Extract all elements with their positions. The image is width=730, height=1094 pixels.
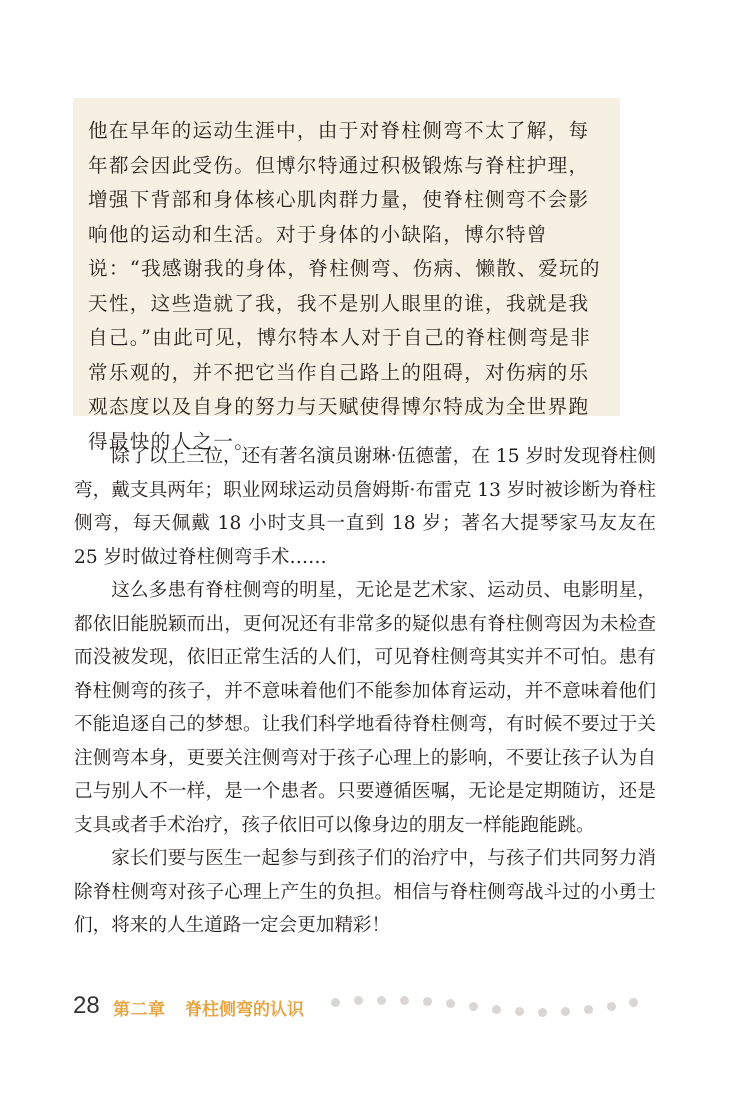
- dot: [423, 997, 432, 1006]
- dot: [629, 998, 638, 1007]
- main-text: [74, 440, 656, 943]
- page-footer: [73, 992, 673, 1032]
- dot: [584, 1005, 593, 1014]
- dot: [492, 1005, 501, 1014]
- dot: [515, 1007, 524, 1016]
- paragraph-1: 除了以上三位，还有著名演员谢琳·伍德蕾，在 15 岁时发现脊柱侧弯，戴支具两年；职业网球运动员詹姆斯·布雷克 13 岁时被诊断为脊柱侧弯，每天佩戴 18 小时支具一直到 18 岁；著名大提琴家马友友在 25 岁时做过脊柱侧弯手术……: [74, 446, 656, 568]
- dot: [469, 1002, 478, 1011]
- dot: [538, 1008, 547, 1017]
- dot: [607, 1002, 616, 1011]
- dot: [561, 1007, 570, 1016]
- dot: [331, 998, 340, 1007]
- dot: [400, 996, 409, 1005]
- paragraph-3: 家长们要与医生一起参与到孩子们的治疗中，与孩子们共同努力消除脊柱侧弯对孩子心理上产生的负担。相信与脊柱侧弯战斗过的小勇士们，将来的人生道路一定会更加精彩！: [74, 848, 656, 936]
- quote-box: [88, 114, 608, 459]
- chapter-title: 脊柱侧弯的认识: [185, 1000, 304, 1020]
- chapter-label: 第二章: [113, 1000, 166, 1020]
- decorative-dots: [73, 992, 673, 1032]
- dot: [354, 996, 363, 1005]
- dot: [446, 999, 455, 1008]
- paragraph-2: 这么多患有脊柱侧弯的明星，无论是艺术家、运动员、电影明星，都依旧能脱颖而出，更何况还有非常多的疑似患有脊柱侧弯因为未检查而没被发现，依旧正常生活的人们，可见脊柱侧弯其实并不可怕。患有脊柱侧弯的孩子，并不意味着他们不能参加体育运动，并不意味着他们不能追逐自己的梦想。让我们科学地看待脊柱侧弯，有时候不要过于关注侧弯本身，更要关注侧弯对于孩子心理上的影响，不要让孩子认为自己与别人不一样，是一个患者。只要遵循医嘱，无论是定期随访，还是支具或者手术治疗，孩子依旧可以像身边的朋友一样能跑能跳。: [74, 580, 656, 836]
- boxed-paragraph: 他在早年的运动生涯中，由于对脊柱侧弯不太了解，每年都会因此受伤。但博尔特通过积极锻炼与脊柱护理，增强下背部和身体核心肌肉群力量，使脊柱侧弯不会影响他的运动和生活。对于身体的小缺陷，博尔特曾说：“我感谢我的身体，脊柱侧弯、伤病、懒散、爱玩的天性，这些造就了我，我不是别人眼里的谁，我就是我自己。”由此可见，博尔特本人对于自己的脊柱侧弯是非常乐观的，并不把它当作自己路上的阻碍，对伤病的乐观态度以及自身的努力与天赋使得博尔特成为全世界跑得最快的人之一。: [88, 119, 601, 453]
- page-number: 28: [73, 992, 100, 1019]
- dot: [377, 996, 386, 1005]
